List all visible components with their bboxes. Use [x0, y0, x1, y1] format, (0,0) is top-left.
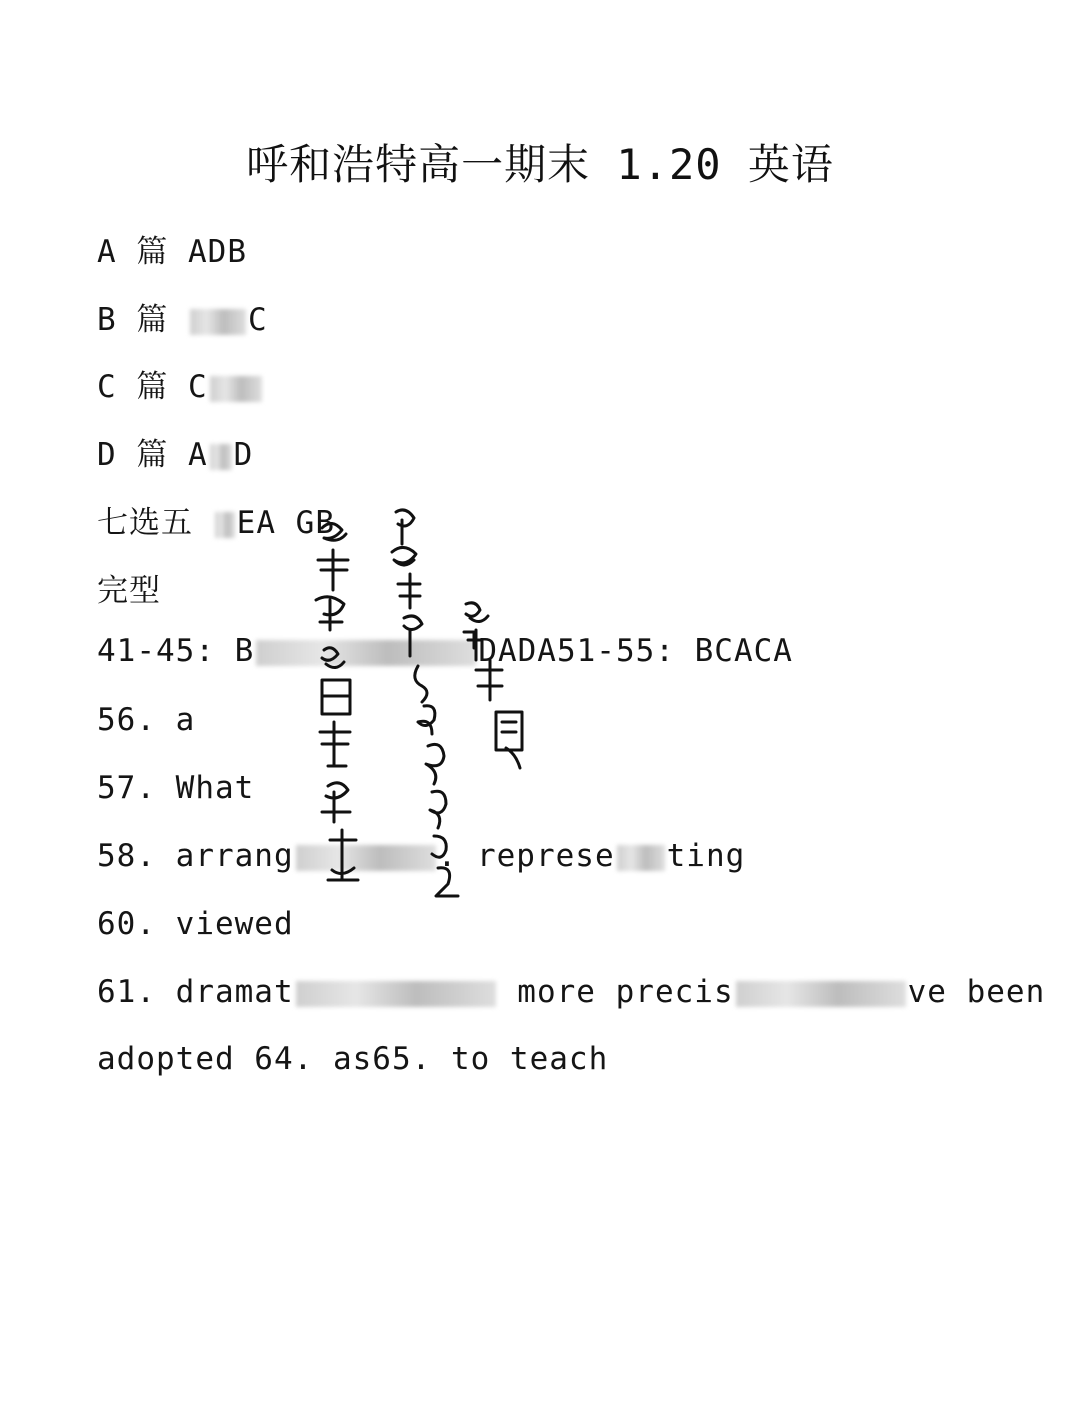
answer-line-61-63 — [97, 974, 1045, 1010]
redaction-blur — [736, 981, 906, 1007]
handwriting-scribble-graphic — [300, 500, 560, 930]
answer-line-b — [97, 294, 268, 339]
answer-text: B 篇 — [97, 302, 188, 338]
answer-text: 61. dramat — [97, 974, 294, 1010]
answer-text: 60. viewed — [97, 906, 294, 942]
answer-text-end: ve been — [907, 974, 1046, 1010]
answer-text: 57. What — [97, 770, 255, 806]
answer-line-d — [97, 429, 253, 474]
answer-text: adopted 64. as65. to teach — [97, 1041, 609, 1077]
answer-text: C 篇 C — [97, 369, 208, 405]
answer-text-end: C — [248, 302, 268, 338]
redaction-blur — [210, 376, 262, 402]
answer-text: 58. arrang — [97, 838, 294, 874]
answer-line-c — [97, 361, 264, 406]
answer-line-a — [97, 226, 247, 271]
answer-text: A 篇 ADB — [97, 234, 247, 270]
answer-text: 41-45: B — [97, 633, 255, 669]
answer-line-63-65 — [97, 1041, 608, 1077]
answer-line-57 — [97, 770, 254, 806]
answer-text: D 篇 A — [97, 437, 208, 473]
answer-text-mid: . represe — [437, 838, 615, 874]
redaction-blur — [190, 309, 246, 335]
answer-text-end: ting — [666, 838, 746, 874]
redaction-blur — [210, 444, 232, 470]
answer-text: 完型 — [97, 573, 161, 609]
handwritten-watermark — [300, 500, 560, 930]
answer-line-56 — [97, 702, 195, 738]
page-title: 呼和浩特高一期末 1.20 英语 — [246, 140, 834, 189]
redaction-blur — [215, 512, 235, 538]
answer-text-end: DADA51-55: BCACA — [478, 633, 793, 669]
redaction-blur — [617, 845, 665, 871]
answer-text-end: D — [233, 437, 254, 473]
answer-line-60 — [97, 906, 294, 942]
answer-text: 七选五 — [97, 505, 213, 541]
redaction-blur — [296, 981, 496, 1007]
answer-text-end: EA GB — [236, 505, 335, 541]
section-heading-cloze — [97, 565, 161, 610]
answer-text-mid: more precis — [497, 974, 734, 1010]
answer-text: 56. a — [97, 702, 196, 738]
